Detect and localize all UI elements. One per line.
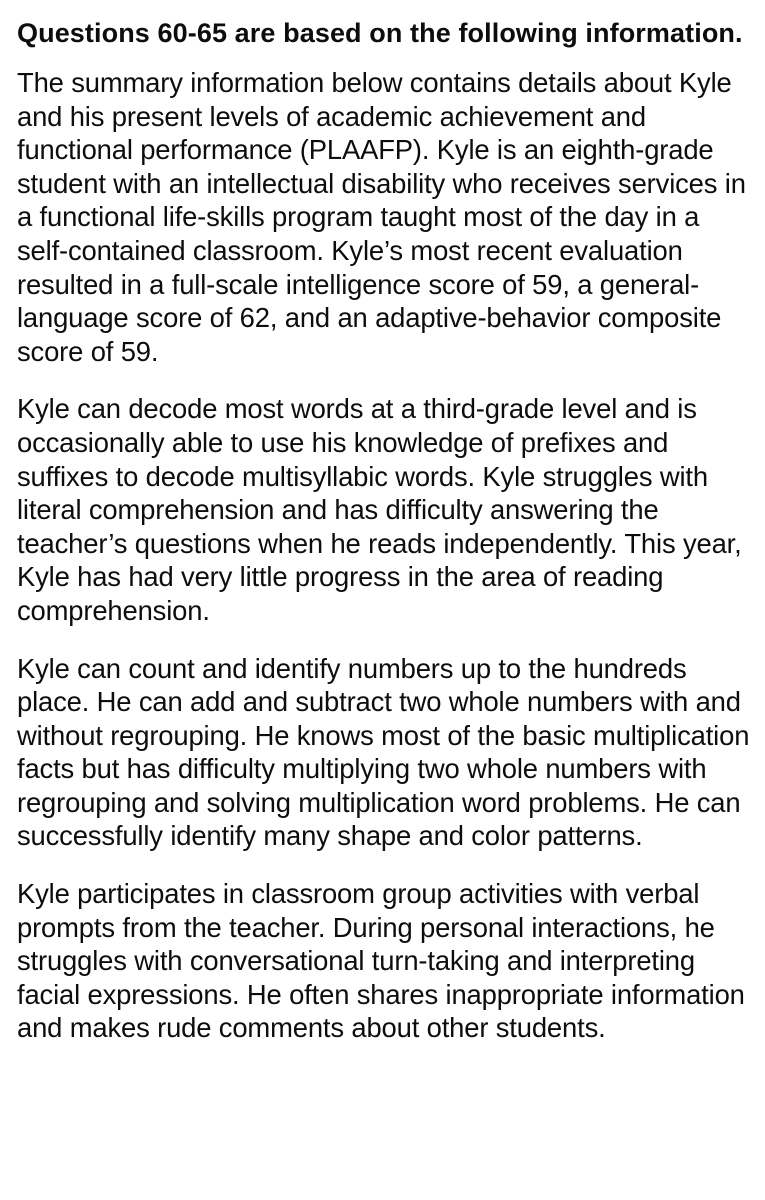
paragraph-reading: Kyle can decode most words at a third-grade level and is occasionally able to use his knowledge of prefixes and suffixes to decode multisyllabic words. Kyle struggles with literal comprehension and has difficulty answering the teacher’s questions when he reads independently. This year, Kyle has had very little progress in the area of reading comprehension. [17, 393, 742, 626]
paragraph-social: Kyle participates in classroom group activities with verbal prompts from the teacher. During personal interactions, he struggles with conversational turn-taking and interpreting facial expressions. He often shares inappropriate information and makes rude comments about other students. [17, 878, 745, 1044]
document-page [17, 16, 752, 1045]
questions-heading: Questions 60-65 are based on the following information. [17, 18, 743, 48]
paragraph-plaafp-summary: The summary information below contains details about Kyle and his present levels of academic achievement and functional performance (PLAAFP). Kyle is an eighth-grade student with an intellectual disability who receives services in a functional life-skills program taught most of the day in a self-contained classroom. Kyle’s most recent evaluation resulted in a full-scale intelligence score of 59, a general-language score of 62, and an adaptive-behavior composite score of 59. [17, 67, 746, 367]
paragraph-math: Kyle can count and identify numbers up to the hundreds place. He can add and subtract two whole numbers with and without regrouping. He knows most of the basic multiplication facts but has difficulty multiplying two whole numbers with regrouping and solving multiplication word problems. He can successfully identify many shape and color patterns. [17, 652, 750, 852]
